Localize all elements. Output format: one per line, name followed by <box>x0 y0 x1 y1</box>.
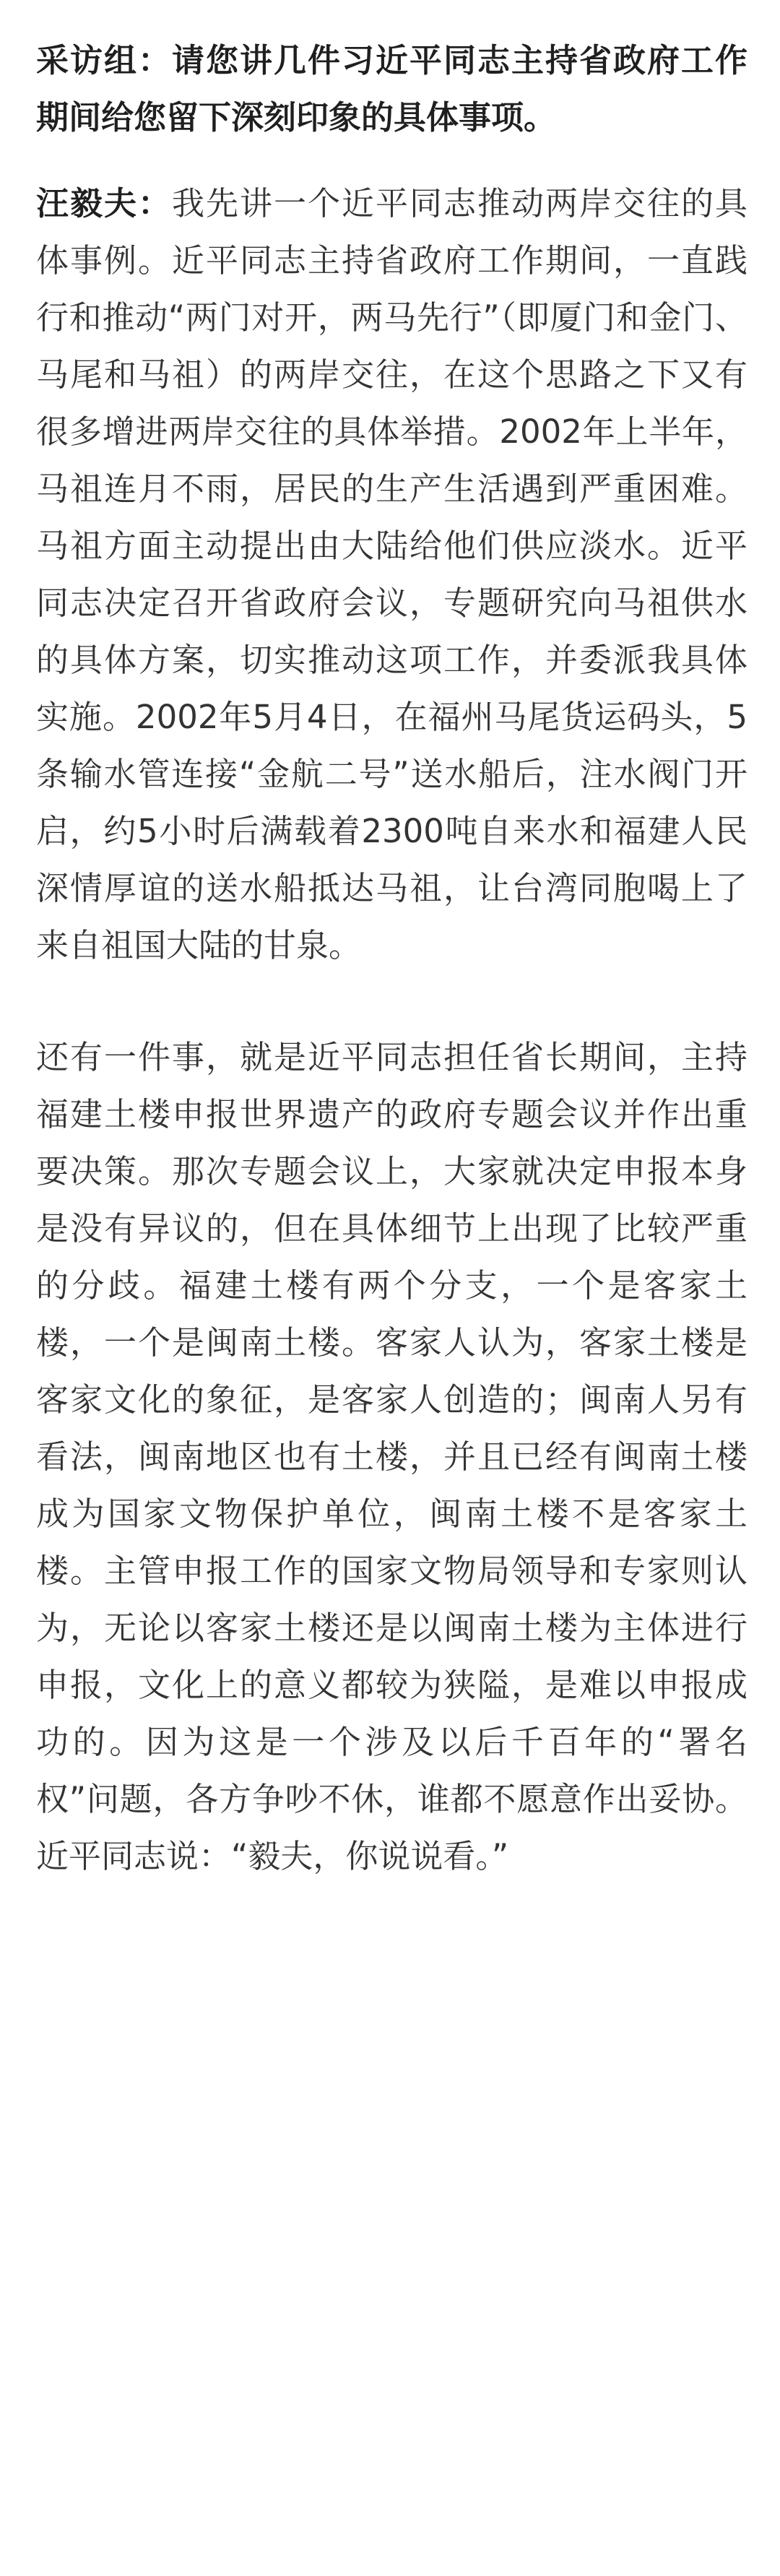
answer-paragraph-1-text: 我先讲一个近平同志推动两岸交往的具体事例。近平同志主持省政府工作期间，一直践行和推动“两门对开，两马先行”（即厦门和金门、马尾和马祖）的两岸交往，在这个思路之下又有很多增进两岸交往的具体举措。2002年上半年，马祖连月不雨，居民的生产生活遇到严重困难。马祖方面主动提出由大陆给他们供应淡水。近平同志决定召开省政府会议，专题研究向马祖供水的具体方案，切实推动这项工作，并委派我具体实施。2002年5月4日，在福州马尾货运码头，5条输水管连接“金航二号”送水船后，注水阀门开启，约5小时后满载着2300吨自来水和福建人民深情厚谊的送水船抵达马祖，让台湾同胞喝上了来自祖国大陆的甘泉。 <box>36 184 748 964</box>
answer-paragraph-2: 还有一件事，就是近平同志担任省长期间，主持福建土楼申报世界遗产的政府专题会议并作出重要决策。那次专题会议上，大家就决定申报本身是没有异议的，但在具体细节上出现了比较严重的分歧。福建土楼有两个分支，一个是客家土楼，一个是闽南土楼。客家人认为，客家土楼是客家文化的象征，是客家人创造的；闽南人另有看法，闽南地区也有土楼，并且已经有闽南土楼成为国家文物保护单位，闽南土楼不是客家土楼。主管申报工作的国家文物局领导和专家则认为，无论以客家土楼还是以闽南土楼为主体进行申报，文化上的意义都较为狭隘，是难以申报成功的。因为这是一个涉及以后千百年的“署名权”问题，各方争吵不休，谁都不愿意作出妥协。近平同志说：“毅夫，你说说看。” <box>36 1038 748 1875</box>
question-asker: 采访组： <box>36 41 172 79</box>
interview-question <box>36 32 748 146</box>
question-text: 请您讲几件习近平同志主持省政府工作期间给您留下深刻印象的具体事项。 <box>36 41 748 137</box>
paragraph-spacer <box>36 146 748 175</box>
article-body <box>36 32 748 1885</box>
paragraph-spacer <box>36 974 748 1029</box>
answer-speaker: 汪毅夫： <box>36 184 172 222</box>
answer-paragraph-1 <box>36 175 748 974</box>
